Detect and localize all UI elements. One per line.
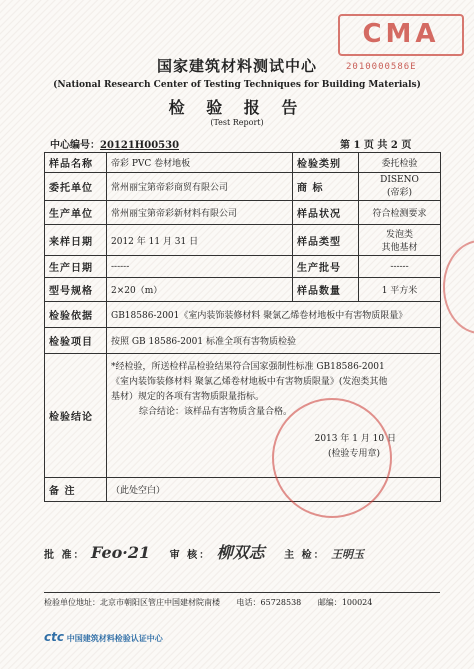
org-name-cn: 国家建筑材料测试中心: [156, 57, 317, 75]
basis-value: GB18586-2001《室内装饰装修材料 聚氯乙烯卷材地板中有害物质限量》: [107, 302, 441, 328]
center-number-value: 20121H00530: [100, 140, 180, 151]
ctc-org-name: 中国建筑材料检验认证中心: [66, 633, 163, 643]
conclusion-seal-text: (检验专用章): [327, 449, 380, 459]
approve-signature: Feo·21: [90, 543, 151, 562]
brand-value-line2: (帝彩): [386, 188, 413, 198]
conclusion-label: 检验结论: [45, 354, 107, 478]
model-label: 样品类型: [293, 225, 359, 256]
page-info: 第 1 页 共 2 页: [340, 140, 412, 151]
test-type-label: 检验类别: [293, 153, 359, 173]
address-value: 北京市朝阳区管庄中国建材院南楼: [100, 598, 220, 607]
sample-name-label: 样品名称: [45, 153, 107, 173]
report-title-en: (Test Report): [210, 118, 264, 127]
client-label: 委托单位: [45, 173, 107, 201]
conclusion-line2: 《室内装饰装修材料 聚氯乙烯卷材地板中有害物质限量》(发泡类其他: [111, 377, 388, 387]
model-value-line2: 其他基材: [381, 243, 418, 253]
footer: [44, 592, 440, 608]
side-seal-icon: [443, 240, 474, 334]
qty-label: 样品数量: [293, 278, 359, 302]
model-value: [359, 225, 441, 256]
qty-value: 1 平方米: [359, 278, 441, 302]
report-title-cn: 检 验 报 告: [168, 98, 306, 117]
postcode-label: 邮编：: [317, 598, 342, 607]
maker-label: 生产单位: [45, 201, 107, 225]
address-label: 检验单位地址：: [44, 598, 100, 607]
sample-date-label: 来样日期: [45, 225, 107, 256]
batch-label: 生产批号: [293, 256, 359, 278]
cma-stamp: CMA: [338, 14, 464, 56]
brand-value: [359, 173, 441, 201]
model-value-line1: 发泡类: [385, 230, 413, 240]
status-label: 样品状况: [293, 201, 359, 225]
brand-value-line1: DISENO: [380, 175, 419, 185]
prod-date-label: 生产日期: [45, 256, 107, 278]
prod-date-value: ------: [107, 256, 293, 278]
inspector-label: 主 检：: [284, 550, 326, 561]
batch-value: ------: [359, 256, 441, 278]
items-value: 按照 GB 18586-2001 标准全项有害物质检验: [107, 328, 441, 354]
conclusion-line3: 基材）规定的各项有害物质限量指标。: [111, 392, 265, 402]
center-number: [50, 136, 179, 151]
items-label: 检验项目: [45, 328, 107, 354]
conclusion-line4: 综合结论：该样品有害物质含量合格。: [139, 407, 293, 417]
conclusion-line1: *经检验，所送检样品检验结果符合国家强制性标准 GB18586-2001: [111, 362, 385, 372]
postcode-value: 100024: [341, 598, 373, 607]
conclusion-seal-date: 2013 年 1 月 10 日: [314, 434, 396, 444]
remarks-value: （此处空白）: [107, 478, 441, 502]
ctc-logo-icon: ctc: [44, 630, 64, 644]
brand-label: 商 标: [293, 173, 359, 201]
approve-label: 批 准：: [44, 550, 86, 561]
org-name-en: (National Research Center of Testing Techniques for Building Materials): [53, 80, 421, 90]
phone-value: 65728538: [260, 598, 302, 607]
status-value: 符合检测要求: [359, 201, 441, 225]
sample-name-value: 帝彩 PVC 卷材地板: [107, 153, 293, 173]
center-number-label: 中心编号：: [50, 140, 100, 151]
maker-value: 常州丽宝第帝彩新材料有限公司: [107, 201, 293, 225]
review-signature: 柳双志: [216, 543, 265, 562]
sample-date-value: 2012 年 11 月 31 日: [107, 225, 293, 256]
spec-label: 型号规格: [45, 278, 107, 302]
cma-number: 2010000586E: [346, 62, 417, 72]
spec-value: 2×20（m）: [107, 278, 293, 302]
review-label: 审 核：: [169, 550, 212, 561]
signature-row: [44, 540, 440, 563]
remarks-label: 备 注: [45, 478, 107, 502]
client-value: 常州丽宝第帝彩商贸有限公司: [107, 173, 293, 201]
basis-label: 检验依据: [45, 302, 107, 328]
test-type-value: 委托检验: [359, 153, 441, 173]
ctc-brand: [44, 630, 163, 644]
inspection-seal-icon: [272, 398, 392, 518]
phone-label: 电话：: [236, 598, 261, 607]
inspector-signature: 王明玉: [331, 548, 365, 561]
